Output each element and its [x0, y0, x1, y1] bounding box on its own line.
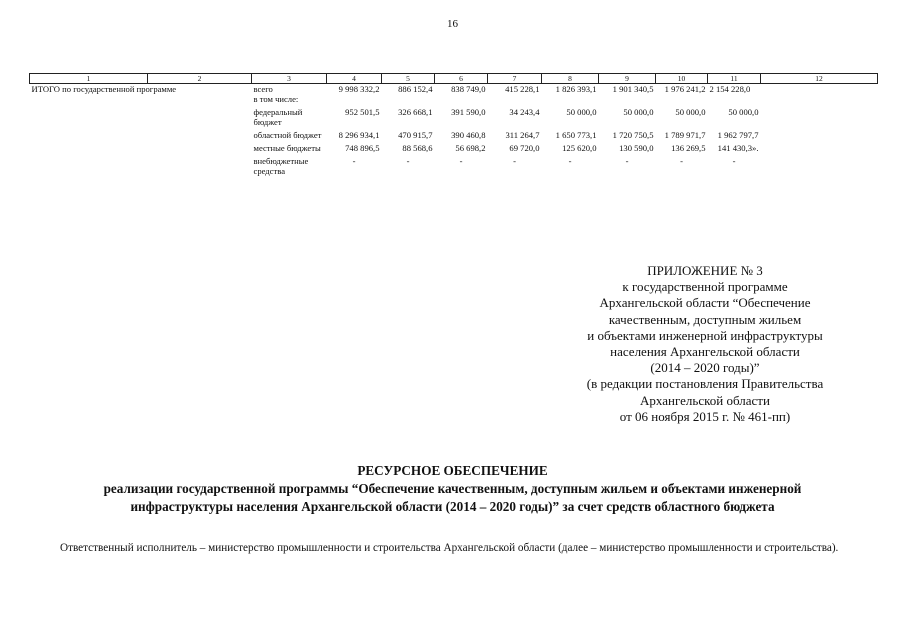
funding-source: всего — [253, 84, 273, 94]
table-row — [30, 104, 878, 127]
appendix-block — [540, 263, 870, 425]
value-cell: 50 000,0 — [566, 107, 597, 117]
value-cell: 886 152,4 — [398, 84, 433, 94]
appendix-line: населения Архангельской области — [610, 344, 800, 360]
appendix-line: качественным, доступным жильем — [608, 311, 802, 327]
appendix-line: к государственной программе — [622, 279, 788, 295]
column-number: 7 — [488, 74, 542, 84]
value-cell: 125 620,0 — [562, 143, 597, 153]
value-cell: 136 269,5 — [671, 143, 706, 153]
value-cell: 88 568,6 — [402, 143, 433, 153]
appendix-line: (2014 – 2020 годы)” — [650, 360, 760, 376]
column-number: 3 — [252, 74, 327, 84]
appendix-line: Архангельской области — [640, 392, 770, 408]
column-number: 6 — [435, 74, 488, 84]
column-number: 11 — [708, 74, 761, 84]
column-number: 10 — [656, 74, 708, 84]
column-number: 5 — [382, 74, 435, 84]
value-cell: 50 000,0 — [675, 107, 706, 117]
funding-source: федеральный бюджет — [253, 107, 303, 127]
value-cell: 8 296 934,1 — [338, 130, 380, 140]
table-row — [30, 127, 878, 140]
value-cell: 390 460,8 — [451, 130, 486, 140]
value-cell: - — [732, 156, 736, 166]
value-cell: 141 430,3». — [717, 143, 759, 153]
value-cell: - — [352, 156, 356, 166]
column-number: 8 — [542, 74, 599, 84]
table-row — [30, 153, 878, 176]
value-cell: 1 901 340,5 — [612, 84, 654, 94]
funding-source: внебюджетные средства — [253, 156, 309, 176]
value-cell: 9 998 332,2 — [338, 84, 380, 94]
table-row — [30, 94, 878, 104]
resource-table — [29, 73, 878, 176]
column-number-row — [30, 74, 878, 84]
document-title — [30, 462, 875, 516]
value-cell: 56 698,2 — [455, 143, 486, 153]
value-cell: 1 826 393,1 — [555, 84, 597, 94]
column-number: 9 — [599, 74, 656, 84]
title-heading: РЕСУРСНОЕ ОБЕСПЕЧЕНИЕ — [357, 463, 548, 478]
value-cell: 1 650 773,1 — [555, 130, 597, 140]
value-cell: - — [459, 156, 463, 166]
appendix-line: Архангельской области “Обеспечение — [599, 295, 811, 311]
funding-source: в том числе: — [253, 94, 299, 104]
appendix-line: и объектами инженерной инфраструктуры — [587, 327, 823, 343]
value-cell: 50 000,0 — [728, 107, 759, 117]
value-cell: 326 668,1 — [398, 107, 433, 117]
value-cell: 1 789 971,7 — [664, 130, 706, 140]
value-cell: 748 896,5 — [345, 143, 380, 153]
value-cell: 415 228,1 — [505, 84, 540, 94]
page-number: 16 — [447, 18, 458, 30]
value-cell: 2 154 228,0 — [709, 84, 751, 94]
value-cell: 470 915,7 — [398, 130, 433, 140]
program-name: ИТОГО по государственной программе — [31, 84, 177, 94]
value-cell: 50 000,0 — [623, 107, 654, 117]
value-cell: - — [406, 156, 410, 166]
value-cell: - — [680, 156, 683, 166]
appendix-line: (в редакции постановления Правительства — [586, 376, 824, 392]
value-cell: 952 501,5 — [345, 107, 380, 117]
column-number: 2 — [148, 74, 252, 84]
value-cell: 1 962 797,7 — [717, 130, 759, 140]
table-row — [30, 84, 878, 95]
appendix-line: ПРИЛОЖЕНИЕ № 3 — [647, 263, 763, 278]
column-number: 12 — [761, 74, 878, 84]
table-row — [30, 140, 878, 153]
column-number: 1 — [30, 74, 148, 84]
appendix-line: от 06 ноября 2015 г. № 461-пп) — [619, 408, 791, 424]
column-number: 4 — [327, 74, 382, 84]
value-cell: - — [568, 156, 572, 166]
value-cell: 1 720 750,5 — [612, 130, 654, 140]
funding-source: местные бюджеты — [253, 143, 321, 153]
value-cell: 391 590,0 — [451, 107, 486, 117]
funding-source: областной бюджет — [253, 130, 322, 140]
title-line: инфраструктуры населения Архангельской области (2014 – 2020 годы)” за счет средств областного бюджета — [130, 499, 775, 514]
value-cell: - — [625, 156, 629, 166]
value-cell: 34 243,4 — [509, 107, 540, 117]
responsible-executor-paragraph: Ответственный исполнитель – министерство промышленности и строительства Архангельской области (далее – министерство промышленности и строительства). — [60, 542, 839, 554]
value-cell: 130 590,0 — [619, 143, 654, 153]
value-cell: - — [513, 156, 516, 166]
title-line: реализации государственной программы “Обеспечение качественным, доступным жильем и объектами инженерной — [103, 481, 802, 496]
value-cell: 69 720,0 — [509, 143, 540, 153]
value-cell: 838 749,0 — [451, 84, 486, 94]
value-cell: 1 976 241,2 — [664, 84, 706, 94]
value-cell: 311 264,7 — [505, 130, 540, 140]
